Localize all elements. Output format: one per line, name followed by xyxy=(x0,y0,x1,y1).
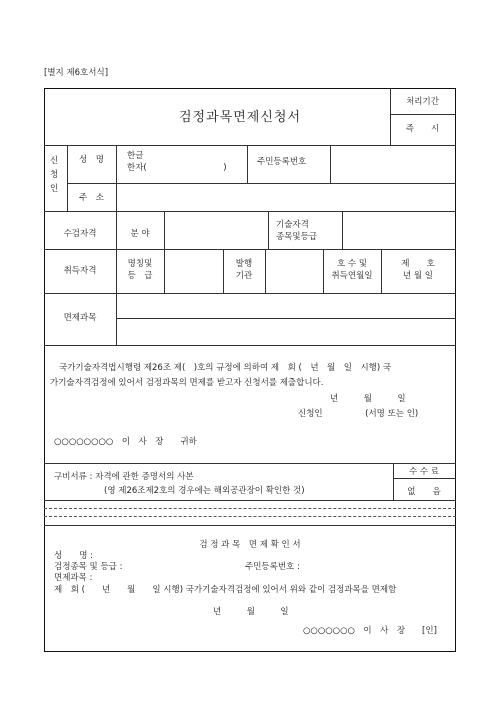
confirmation-rrn: 주민등록번호 : xyxy=(245,562,300,572)
cut-line xyxy=(44,508,456,509)
tech-qualification-label-2: 종목및등급 xyxy=(276,232,318,242)
confirmation-date: 년 월 일 xyxy=(213,607,289,617)
divider xyxy=(393,478,456,479)
confirmation-name: 성 명 : xyxy=(54,551,93,561)
divider xyxy=(164,211,165,293)
fee-label: 수 수 료 xyxy=(408,467,440,477)
divider xyxy=(247,145,248,183)
issuer-label-1: 발행 xyxy=(235,259,253,269)
divider xyxy=(44,211,456,212)
divider xyxy=(390,114,455,115)
required-documents-line-2: (영 제26조제2호의 경우에는 해외공관장이 확인한 것) xyxy=(104,486,305,496)
required-documents-line-1: 구비서류 : 자격에 관한 증명서의 사본 xyxy=(54,472,194,482)
applicant-signature-line: 신청인 (서명 또는 인) xyxy=(298,409,419,419)
form-id: [별지 제6호서식] xyxy=(44,68,109,78)
confirmation-statement: 제 회 ( 년 월 일 시행) 국가기술자격검정에 있어서 위와 같이 검정과목을 면제함 xyxy=(54,585,397,595)
name-korean-label: 한글 xyxy=(127,151,144,161)
applicant-label-1: 신 xyxy=(50,156,59,166)
name-hanja-label: 한자( ) xyxy=(127,163,227,173)
divider xyxy=(342,211,343,249)
divider xyxy=(268,211,269,249)
divider xyxy=(330,145,331,183)
divider xyxy=(265,249,266,293)
number-date-label-2: 취득연월일 xyxy=(331,271,373,281)
applicant-label-3: 인 xyxy=(50,184,59,194)
number-date-label-1: 호 수 및 xyxy=(336,259,368,269)
body-text-line-1: 국가기술자격법시행령 제26조 제( )호의 규정에 의하여 제 회 ( 년 월 일 시행) 국 xyxy=(59,363,392,373)
rrn-label: 주민등록번호 xyxy=(257,157,307,167)
confirmation-category: 검정종목 및 등급 : xyxy=(54,562,123,572)
divider xyxy=(44,145,456,146)
confirmation-issuer: ○○○○○○○ 이 사 장 [인] xyxy=(303,626,437,636)
confirmation-title: 검 정 과 목 면 제 확 인 서 xyxy=(199,540,301,550)
form-title: 검정과목면제신청서 xyxy=(178,110,302,125)
divider xyxy=(44,249,456,250)
divider xyxy=(44,345,456,346)
divider xyxy=(44,525,456,526)
processing-period-label: 처리기간 xyxy=(406,97,439,107)
issuer-label-2: 기관 xyxy=(235,271,253,281)
date-value: 년 월 일 xyxy=(402,271,434,281)
processing-period-value: 즉 시 xyxy=(405,124,440,134)
cut-line xyxy=(44,516,456,517)
divider xyxy=(44,500,456,501)
tech-qualification-label-1: 기술자격 xyxy=(276,220,309,230)
divider xyxy=(116,145,117,211)
number-value: 제 호 xyxy=(401,259,435,269)
name-grade-label-1: 명칭및 xyxy=(127,259,153,269)
frame-right xyxy=(455,88,456,651)
field-label: 분 야 xyxy=(130,229,150,239)
frame-bottom xyxy=(44,651,456,652)
exempt-subjects-label: 면제과목 xyxy=(63,313,97,323)
divider xyxy=(116,318,456,319)
held-qualification-label: 수검자격 xyxy=(63,229,97,239)
confirmation-exempt-subjects: 면제과목 : xyxy=(54,573,93,583)
divider xyxy=(116,293,117,345)
divider xyxy=(44,293,456,294)
applicant-label-2: 청 xyxy=(50,170,59,180)
address-label: 주 소 xyxy=(79,193,104,203)
application-date: 년 월 일 xyxy=(330,394,406,404)
acquired-qualification-label: 취득자격 xyxy=(63,266,97,276)
name-label: 성 명 xyxy=(79,155,104,165)
divider xyxy=(67,183,456,184)
frame-top xyxy=(44,88,456,89)
fee-value: 없 음 xyxy=(407,487,441,497)
recipient: ○○○○○○○○ 이 사 장 귀하 xyxy=(54,437,197,447)
name-grade-label-2: 등 급 xyxy=(127,271,153,281)
frame-left xyxy=(44,88,45,651)
body-text-line-2: 가기술자격검정에 있어서 검정과목의 면제를 받고자 신청서를 제출합니다. xyxy=(50,378,324,388)
divider xyxy=(44,463,456,464)
